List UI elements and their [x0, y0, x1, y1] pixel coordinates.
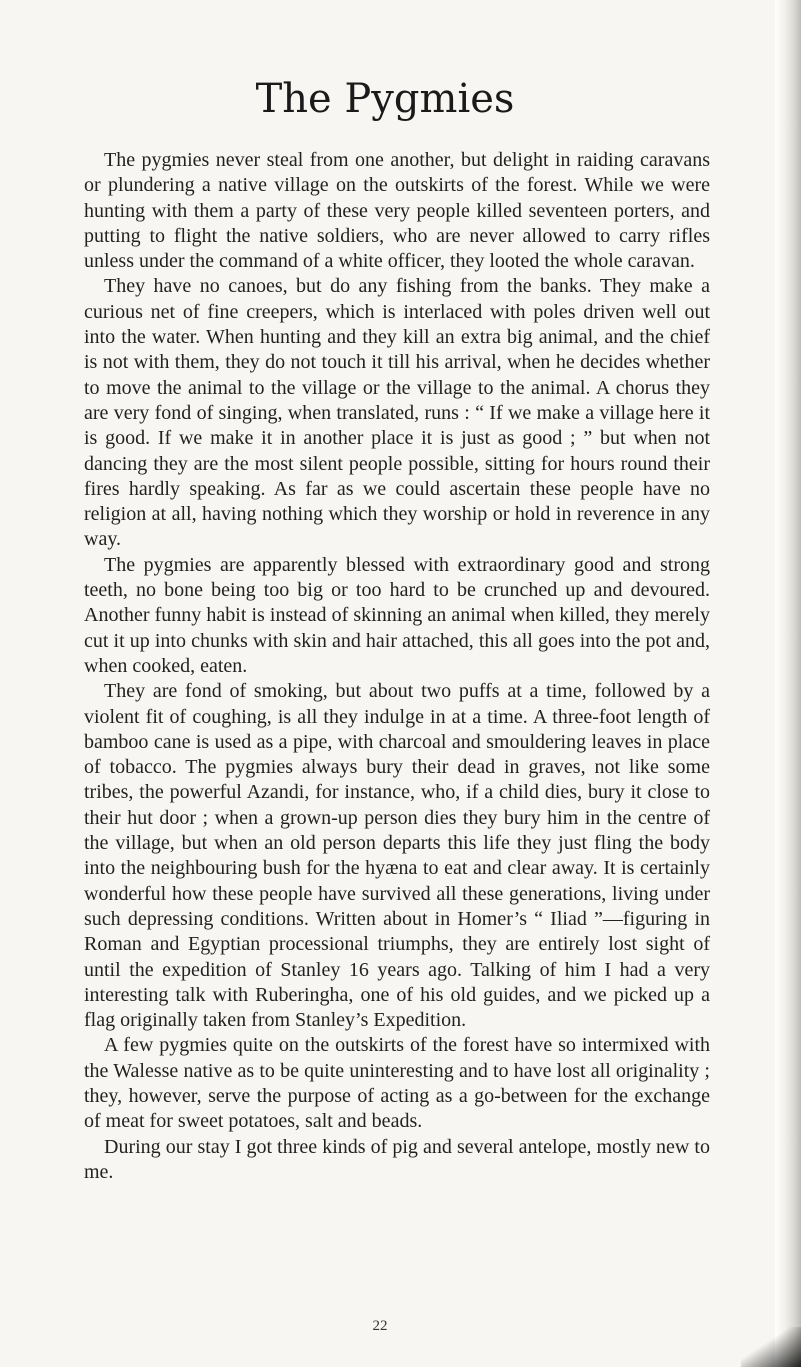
paragraph: During our stay I got three kinds of pig and several antelope, mostly new to me.	[84, 1135, 710, 1183]
page-number: 22	[372, 1318, 388, 1334]
paragraph: They have no canoes, but do any fishing from the banks. They make a curious net of fine creepers, which is interlaced with poles driven well out into the water. When hunting and they kill an extra big animal, and the chief is not with them, they do not touch it till his arrival, when he decides whether to move the animal to the village or the village to the animal. A chorus they are very fond of singing, when translated, runs : “ If we make a village here it is good. If we make it in another place it is just as good ; ” but when not dancing they are the most silent people possible, sitting for hours round their fires hardly speaking. As far as we could ascertain these people have no religion at all, having nothing which they worship or hold in reverence in any way.	[84, 275, 710, 551]
paragraph: The pygmies are apparently blessed with extraordinary good and strong teeth, no bone being too big or too hard to be crunched up and devoured. Another funny habit is instead of skinning an animal when killed, they merely cut it up into chunks with skin and hair attached, this all goes into the pot and, when cooked, eaten.	[84, 553, 710, 677]
page-edge-shadow	[775, 0, 801, 1367]
paragraph: The pygmies never steal from one another, but delight in raiding caravans or plundering a native village on the outskirts of the forest. While we were hunting with them a party of these very people killed seventeen porters, and putting to flight the native soldiers, who are never allowed to carry rifles unless under the command of a white officer, they looted the whole caravan.	[84, 149, 710, 273]
paragraph: They are fond of smoking, but about two puffs at a time, followed by a violent fit of coughing, is all they indulge in at a time. A three-foot length of bamboo cane is used as a pipe, with charcoal and smouldering leaves in place of tobacco. The pygmies always bury their dead in graves, not like some tribes, the powerful Azandi, for instance, who, if a child dies, bury it close to their hut door ; when a grown-up person dies they bury him in the centre of the village, but when an old person departs this life they just fling the body into the neighbouring bush for the hyæna to eat and clear away. It is certainly wonderful how these people have survived all these generations, living under such depressing conditions. Written about in Homer’s “ Iliad ”—figuring in Roman and Egyptian processional triumphs, they are entirely lost sight of until the expedition of Stanley 16 years ago. Talking of him I had a very interesting talk with Ruberingha, one of his old guides, and we picked up a flag originally taken from Stanley’s Expedition.	[84, 680, 710, 1032]
paragraph: A few pygmies quite on the outskirts of the forest have so intermixed with the Walesse native as to be quite uninteresting and to have lost all originality ; they, however, serve the purpose of acting as a go-between for the exchange of meat for sweet potatoes, salt and beads.	[84, 1034, 710, 1133]
page-title: The Pygmies	[255, 76, 515, 122]
body-text	[84, 148, 710, 1185]
